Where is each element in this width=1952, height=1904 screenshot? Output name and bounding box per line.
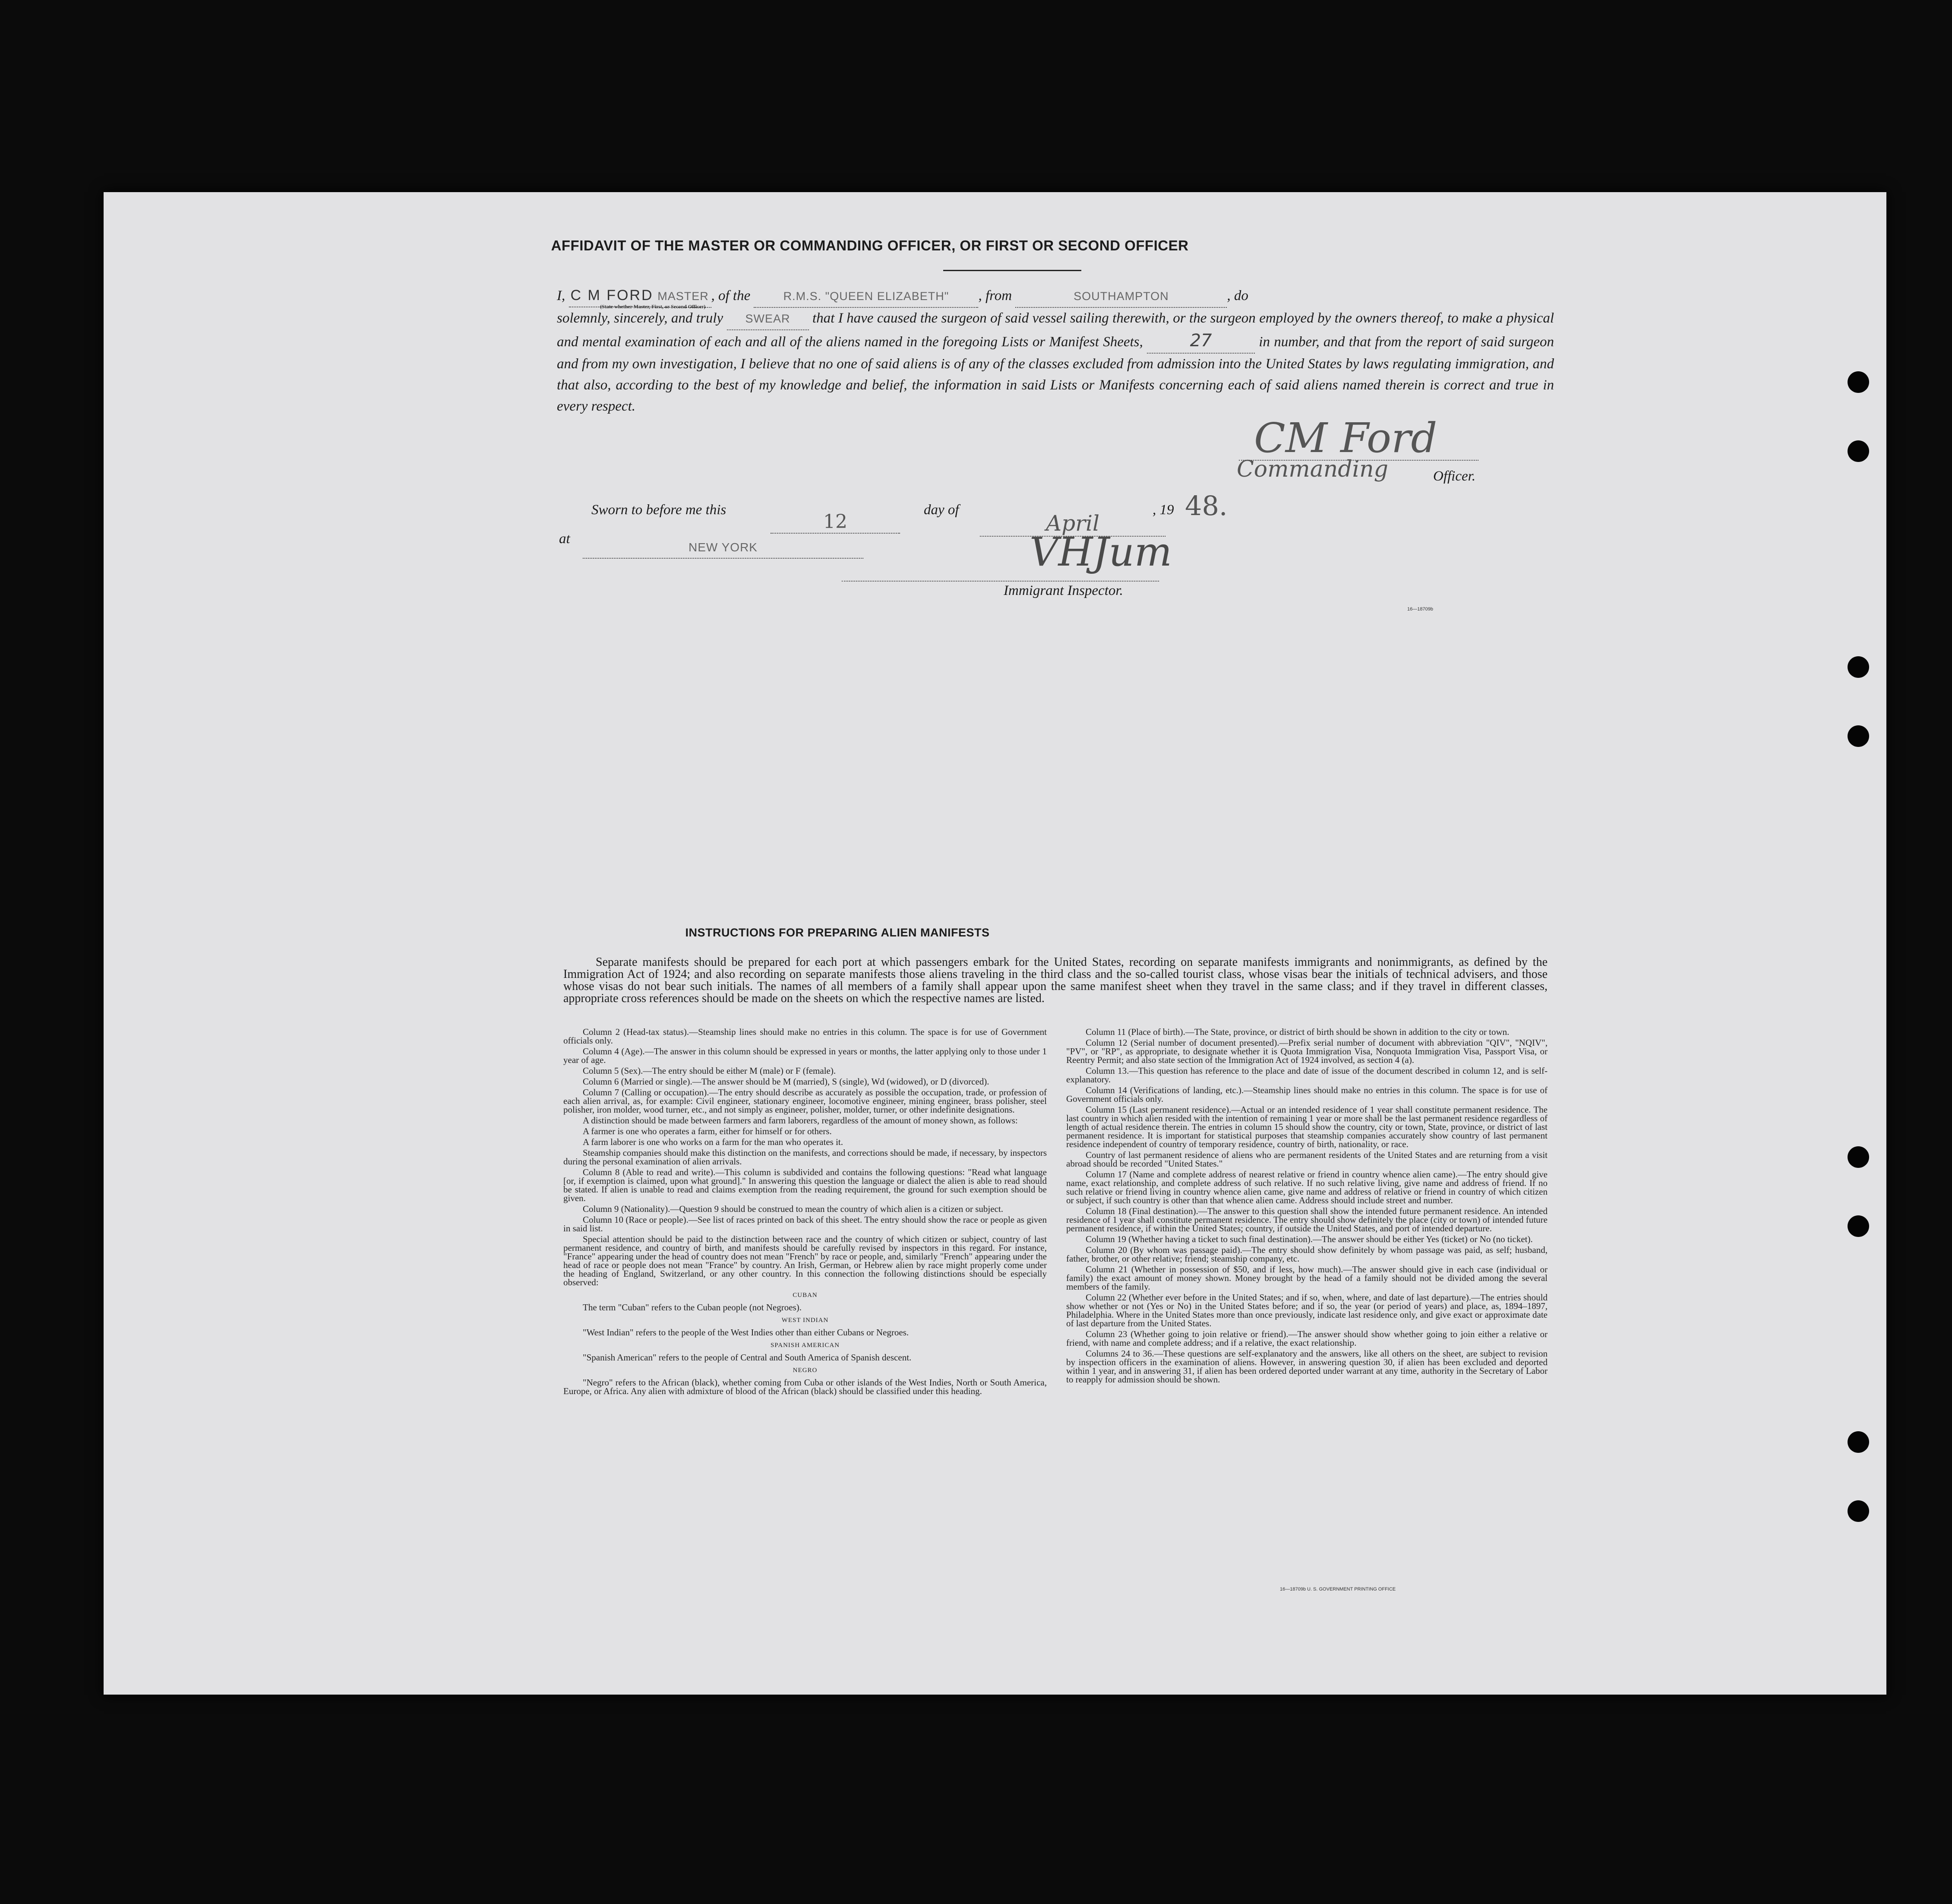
instruction-subheading: SPANISH AMERICAN: [770, 1342, 840, 1349]
instruction-paragraph: A distinction should be made between farmers and farm laborers, regardless of the amount of money shown, as follows:: [583, 1115, 1018, 1126]
instruction-paragraph: Column 23 (Whether going to join relative or friend).—The answer should show whether going to join either a relative or friend, with name and complete address; and if a relative, the exact relationship.: [1066, 1329, 1548, 1348]
title-underline: [943, 270, 1081, 271]
binder-hole: [1848, 1431, 1869, 1453]
instruction-paragraph: Column 10 (Race or people).—See list of races printed on back of this sheet. The entry should show the race or people as given in said list.: [563, 1215, 1047, 1233]
instructions-left-column: [563, 1028, 1047, 1398]
instruction-paragraph: The term "Cuban" refers to the Cuban people (not Negroes).: [583, 1302, 802, 1313]
form-number-top: 16—18709b: [1407, 607, 1433, 612]
binder-hole: [1848, 440, 1869, 462]
port-field: SOUTHAMPTON: [1015, 285, 1227, 308]
officer-rank-field: MASTER: [655, 285, 711, 308]
officer-name-field: C M FORD: [569, 285, 655, 307]
month-field: April: [980, 511, 1166, 537]
instruction-paragraph: Special attention should be paid to the distinction between race and the country of which citizen or subject, country of last permanent residence, and country of birth, and manifests should be carefully revised by inspectors in this regard. For instance, "France" appearing under the head of country does not mean "French" by race or people, and, similarly "French" appearing under the head of race or people does not mean "France" by country. An Irish, German, or Hebrew alien by race might properly come under the heading of England, Switzerland, or any other country. In this connection the following distinctions should be especially observed:: [563, 1234, 1047, 1287]
manifest-sheet: [104, 192, 1886, 1695]
binder-hole: [1848, 371, 1869, 393]
binder-hole: [1848, 1146, 1869, 1168]
instruction-paragraph: Column 19 (Whether having a ticket to such final destination).—The answer should be either Yes (ticket) or No (no ticket).: [1086, 1234, 1533, 1244]
binder-hole: [1848, 1215, 1869, 1237]
instruction-paragraph: Column 17 (Name and complete address of nearest relative or friend in country whence alien came).—The entry should give name, exact relationship, and complete address of such relative. If no such relative living, give name and address of friend. If no such relative or friend living in country whence alien came, give name and address of relative or friend in country of which citizen or subject, if such country is other than that whence alien came. Address should include street and number.: [1066, 1169, 1548, 1205]
instruction-paragraph: Column 15 (Last permanent residence).—Actual or an intended residence of 1 year shall constitute permanent residence. The last country in which alien resided with the intention of remaining 1 year or more shall be the last permanent residence regardless of length of actual residence therein. The entries in column 15 should show the country, city or town, State, province, or district of last permanent residence. It is important for statistical purposes that steamship companies accurately show country of last permanent residence independent of country of temporary residence, country of birth, nationality, or race.: [1066, 1104, 1548, 1149]
vessel-field: R.M.S. "QUEEN ELIZABETH": [754, 285, 978, 308]
officer-label: Officer.: [1433, 468, 1476, 484]
instruction-paragraph: Column 9 (Nationality).—Question 9 should be construed to mean the country of which alien is a citizen or subject.: [583, 1204, 1003, 1214]
master-signature: CM Ford: [1254, 414, 1437, 462]
instructions-title: INSTRUCTIONS FOR PREPARING ALIEN MANIFESTS: [685, 926, 990, 939]
printing-office-footer: 16—18709b U. S. GOVERNMENT PRINTING OFFICE: [1280, 1587, 1396, 1592]
instruction-paragraph: Column 11 (Place of birth).—The State, province, or district of birth should be shown in addition to the city or town.: [1086, 1027, 1510, 1037]
rank-note: (State whether Master, First, or Second Officer): [600, 304, 706, 310]
inspector-signature: VHJum: [1030, 529, 1172, 575]
instruction-paragraph: Column 13.—This question has reference to the place and date of issue of the document described in column 12, and is self-explanatory.: [1066, 1066, 1548, 1085]
affidavit-title: AFFIDAVIT OF THE MASTER OR COMMANDING OFFICER, OR FIRST OR SECOND OFFICER: [551, 237, 1189, 253]
binder-hole: [1848, 725, 1869, 747]
instruction-paragraph: "Negro" refers to the African (black), whether coming from Cuba or other islands of the West Indies, North or South America, Europe, or Africa. Any alien with admixture of blood of the African (black) should be classified under this heading.: [563, 1377, 1047, 1396]
instruction-subheading: WEST INDIAN: [781, 1317, 829, 1324]
instruction-subheading: NEGRO: [793, 1367, 818, 1374]
year-prefix: , 19: [1153, 502, 1174, 518]
instruction-paragraph: Column 22 (Whether ever before in the United States; and if so, when, where, and date of last departure).—The entries should show whether or not (Yes or No) in the United States before; and if so, the year (or period of years) and place, as, 1894–1897, Philadelphia. Where in the United States more than once previously, indicate last residence only, and give exact or approximate date of last departure from the United States.: [1066, 1292, 1548, 1328]
instruction-paragraph: Column 18 (Final destination).—The answer to this question shall show the intended future permanent residence. An intended residence of 1 year shall constitute permanent residence. The entry should show definitely the place (city or town) of intended future permanent residence, if within the United States; country, if outside the United States, and port of intended departure.: [1066, 1206, 1548, 1233]
day-field: 12: [771, 511, 900, 534]
instruction-paragraph: Column 12 (Serial number of document presented).—Prefix serial number of document with abbreviation "QIV", "NQIV", "PV", or "RP", as appropriate, to designate whether it is Quota Immigration Visa, Nonquota Immigration Visa, Passport Visa, or Reentry Permit; and also state section of the Immigration Act of 1924 involved, as section 4 (a).: [1066, 1037, 1548, 1065]
instruction-paragraph: Column 21 (Whether in possession of $50, and if less, how much).—The answer should give in each case (individual or family) the exact amount of money shown. Money brought by the head of a family should not be divided among the several members of the family.: [1066, 1264, 1548, 1292]
instruction-paragraph: Country of last permanent residence of aliens who are permanent residents of the United States and are returning from a visit abroad should be recorded "United States.": [1066, 1150, 1548, 1169]
instruction-paragraph: Column 14 (Verifications of landing, etc.).—Steamship lines should make no entries in this column. The space is for use of Government officials only.: [1066, 1085, 1548, 1104]
inspector-label: Immigrant Inspector.: [1004, 583, 1123, 598]
instruction-paragraph: Column 4 (Age).—The answer in this column should be expressed in years or months, the latter applying only to those under 1 year of age.: [563, 1046, 1047, 1065]
binder-hole: [1848, 1500, 1869, 1522]
instruction-paragraph: Column 7 (Calling or occupation).—The entry should describe as accurately as possible the occupation, trade, or profession of each alien arrival, as, for example: Civil engineer, stationary engineer, locomotive engineer, mining engineer, brass polisher, steel polisher, iron molder, wood turner, etc., and not simply as engineer, polisher, molder, turner, or other indefinite designations.: [563, 1087, 1047, 1115]
day-of-label: day of: [924, 502, 959, 518]
inspector-signature-line: [842, 581, 1159, 582]
instruction-paragraph: "Spanish American" refers to the people of Central and South America of Spanish descent.: [583, 1352, 912, 1363]
instruction-paragraph: A farm laborer is one who works on a farm for the man who operates it.: [583, 1137, 843, 1147]
instruction-paragraph: Steamship companies should make this distinction on the manifests, and corrections should be made, if necessary, by inspectors during the personal examination of alien arrivals.: [563, 1148, 1047, 1167]
binder-hole: [1848, 656, 1869, 678]
instruction-subheading: CUBAN: [793, 1292, 818, 1299]
sworn-label: Sworn to before me this: [591, 502, 726, 518]
instruction-paragraph: Column 20 (By whom was passage paid).—The entry should show definitely by whom passage was paid, as self; husband, father, brother, or other relative; friend; steamship company, etc.: [1066, 1245, 1548, 1264]
signature-title-handwritten: Commanding: [1237, 456, 1388, 482]
instruction-paragraph: Columns 24 to 36.—These questions are self-explanatory and the answers, like all others on the sheet, are subject to revision by inspection officers in the examination of aliens. However, in answering question 30, if alien has been excluded and deported within 1 year, and in answering 31, if alien has been ordered deported under warrant at any time, authority in the Secretary of Labor to reapply for admission should be shown.: [1066, 1348, 1548, 1385]
instruction-paragraph: A farmer is one who operates a farm, either for himself or for others.: [583, 1126, 832, 1136]
instructions-right-column: [1066, 1028, 1548, 1386]
instructions-intro: Separate manifests should be prepared for each port at which passengers embark for the United States, recording on separate manifests immigrants and nonimmigrants, as defined by the Immigration Act of 1924; and also recording on separate manifests those aliens traveling in the third class and the so-called tourist class, whose visas bear the initials of technical advisers, and those whose visas do not bear such initials. The names of all members of a family shall appear upon the same manifest sheet when they travel in the same class; and if they travel in different classes, appropriate cross references should be made on the sheets on which the respective names are listed.: [563, 955, 1548, 1005]
instruction-paragraph: Column 6 (Married or single).—The answer should be M (married), S (single), Wd (widowed), or D (divorced).: [583, 1076, 989, 1087]
instruction-paragraph: "West Indian" refers to the people of the West Indies other than either Cubans or Negroes.: [583, 1327, 909, 1338]
instruction-paragraph: Column 5 (Sex).—The entry should be either M (male) or F (female).: [583, 1066, 836, 1076]
affidavit-text: I, C M FORD MASTER , of the R.M.S. "QUEEN ELIZABETH" , from SOUTHAMPTON , do solemnly, sincerely, and truly SWEAR that I have caused the surgeon of said vessel sailing therewith, or the surgeon employed by the owners thereof, to make a physical and mental examination of each and all of the aliens named in the foregoing Lists or Manifest Sheets, 27 in number, and that from the report of said surgeon and from my own investigation, I believe that no one of said aliens is of any of the classes excluded from admission into the United States by laws regulating immigration, and that also, according to the best of my knowledge and belief, the information in said Lists or Manifests concerning each of said aliens named therein is correct and true in every respect.: [557, 285, 1554, 417]
instruction-paragraph: Column 2 (Head-tax status).—Steamship lines should make no entries in this column. The space is for use of Government officials only.: [563, 1027, 1047, 1046]
instruction-paragraph: Column 8 (Able to read and write).—This column is subdivided and contains the following questions: "Read what language [or, if exemption is claimed, upon what ground]." In answering this question the language or dialect the alien is able to read should be stated. If alien is unable to read and claims exemption from the reading requirement, the ground for such exemption should be given.: [563, 1167, 1047, 1203]
year-handwritten: 48.: [1185, 490, 1228, 522]
at-label: at: [559, 531, 570, 547]
sheets-count-field: 27: [1147, 330, 1255, 354]
place-field: NEW YORK: [583, 544, 863, 559]
swear-field: SWEAR: [727, 308, 809, 330]
